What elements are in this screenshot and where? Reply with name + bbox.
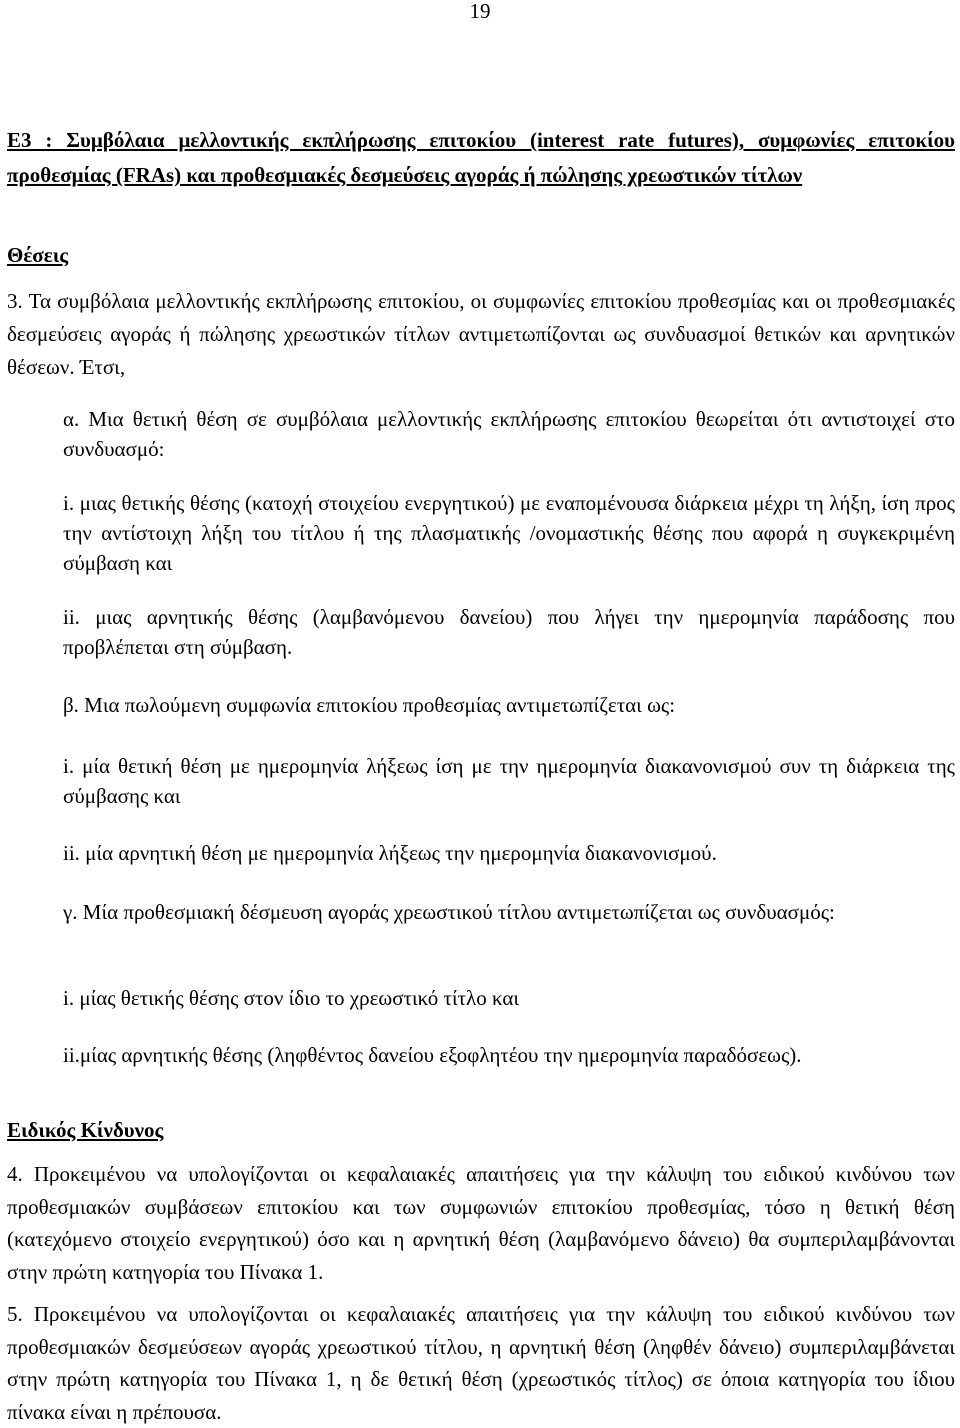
section-title: Ε3 : Συμβόλαια μελλοντικής εκπλήρωσης επιτοκίου (interest rate futures), συμφωνίες επιτοκίου προθεσμίας (FRAs) και προθεσμιακές δεσμεύσεις αγοράς ή πώλησης χρεωστικών τίτλων bbox=[7, 128, 955, 187]
specific-risk-heading: Ειδικός Κίνδυνος bbox=[7, 1118, 164, 1142]
list-item-b: β. Μια πωλούμενη συμφωνία επιτοκίου προθεσμίας αντιμετωπίζεται ως: bbox=[63, 693, 676, 717]
list-item-b-ii: ii. μία αρνητική θέση με ημερομηνία λήξεως την ημερομηνία διακανονισμού. bbox=[63, 841, 717, 865]
list-item-c: γ. Μία προθεσμιακή δέσμευση αγοράς χρεωστικού τίτλου αντιμετωπίζεται ως συνδυασμός: bbox=[63, 900, 835, 924]
positions-heading: Θέσεις bbox=[7, 243, 69, 267]
list-item-a: α. Μια θετική θέση σε συμβόλαια μελλοντικής εκπλήρωσης επιτοκίου θεωρείται ότι αντιστοιχεί στο συνδυασμό: bbox=[63, 407, 955, 461]
list-item-b-i: i. μία θετική θέση με ημερομηνία λήξεως ίση με την ημερομηνία διακανονισμού συν τη διάρκεια της σύμβασης και bbox=[63, 754, 955, 808]
paragraph-4: 4. Προκειμένου να υπολογίζονται οι κεφαλαιακές απαιτήσεις για την κάλυψη του ειδικού κινδύνου των προθεσμιακών συμβάσεων επιτοκίου και των συμφωνιών επιτοκίου προθεσμίας, τόσο η θετική θέση (κατεχόμενο στοιχείο ενεργητικού) όσο και η αρνητική θέση (λαμβανόμενο δάνειο) θα συμπεριλαμβάνονται στην πρώτη κατηγορία του Πίνακα 1. bbox=[7, 1162, 955, 1284]
page-number: 19 bbox=[469, 0, 491, 23]
list-item-a-ii: ii. μιας αρνητικής θέσης (λαμβανόμενου δανείου) που λήγει την ημερομηνία παράδοσης που προβλέπεται στη σύμβαση. bbox=[63, 605, 955, 659]
paragraph-3: 3. Τα συμβόλαια μελλοντικής εκπλήρωσης επιτοκίου, οι συμφωνίες επιτοκίου προθεσμίας και οι προθεσμιακές δεσμεύσεις αγοράς ή πώλησης χρεωστικών τίτλων αντιμετωπίζονται ως συνδυασμοί θετικών και αρνητικών θέσεων. Έτσι, bbox=[7, 289, 955, 379]
list-item-c-i: i. μίας θετικής θέσης στον ίδιο το χρεωστικό τίτλο και bbox=[63, 986, 520, 1010]
list-item-c-ii: ii.μίας αρνητικής θέσης (ληφθέντος δανείου εξοφλητέου την ημερομηνία παραδόσεως). bbox=[63, 1043, 802, 1067]
list-item-a-i: i. μιας θετικής θέσης (κατοχή στοιχείου ενεργητικού) με εναπομένουσα διάρκεια μέχρι τη λήξη, ίση προς την αντίστοιχη λήξη του τίτλου ή της πλασματικής /ονομαστικής θέσης που αφορά η συγκεκριμένη σύμβαση και bbox=[63, 491, 955, 575]
paragraph-5: 5. Προκειμένου να υπολογίζονται οι κεφαλαιακές απαιτήσεις για την κάλυψη του ειδικού κινδύνου των προθεσμιακών δεσμεύσεων αγοράς χρεωστικού τίτλου, η αρνητική θέση (ληφθέν δάνειο) συμπεριλαμβάνεται στην πρώτη κατηγορία του Πίνακα 1, η δε θετική θέση (χρεωστικός τίτλος) σε όποια κατηγορία του ίδιου πίνακα είναι η πρέπουσα. bbox=[7, 1302, 955, 1424]
